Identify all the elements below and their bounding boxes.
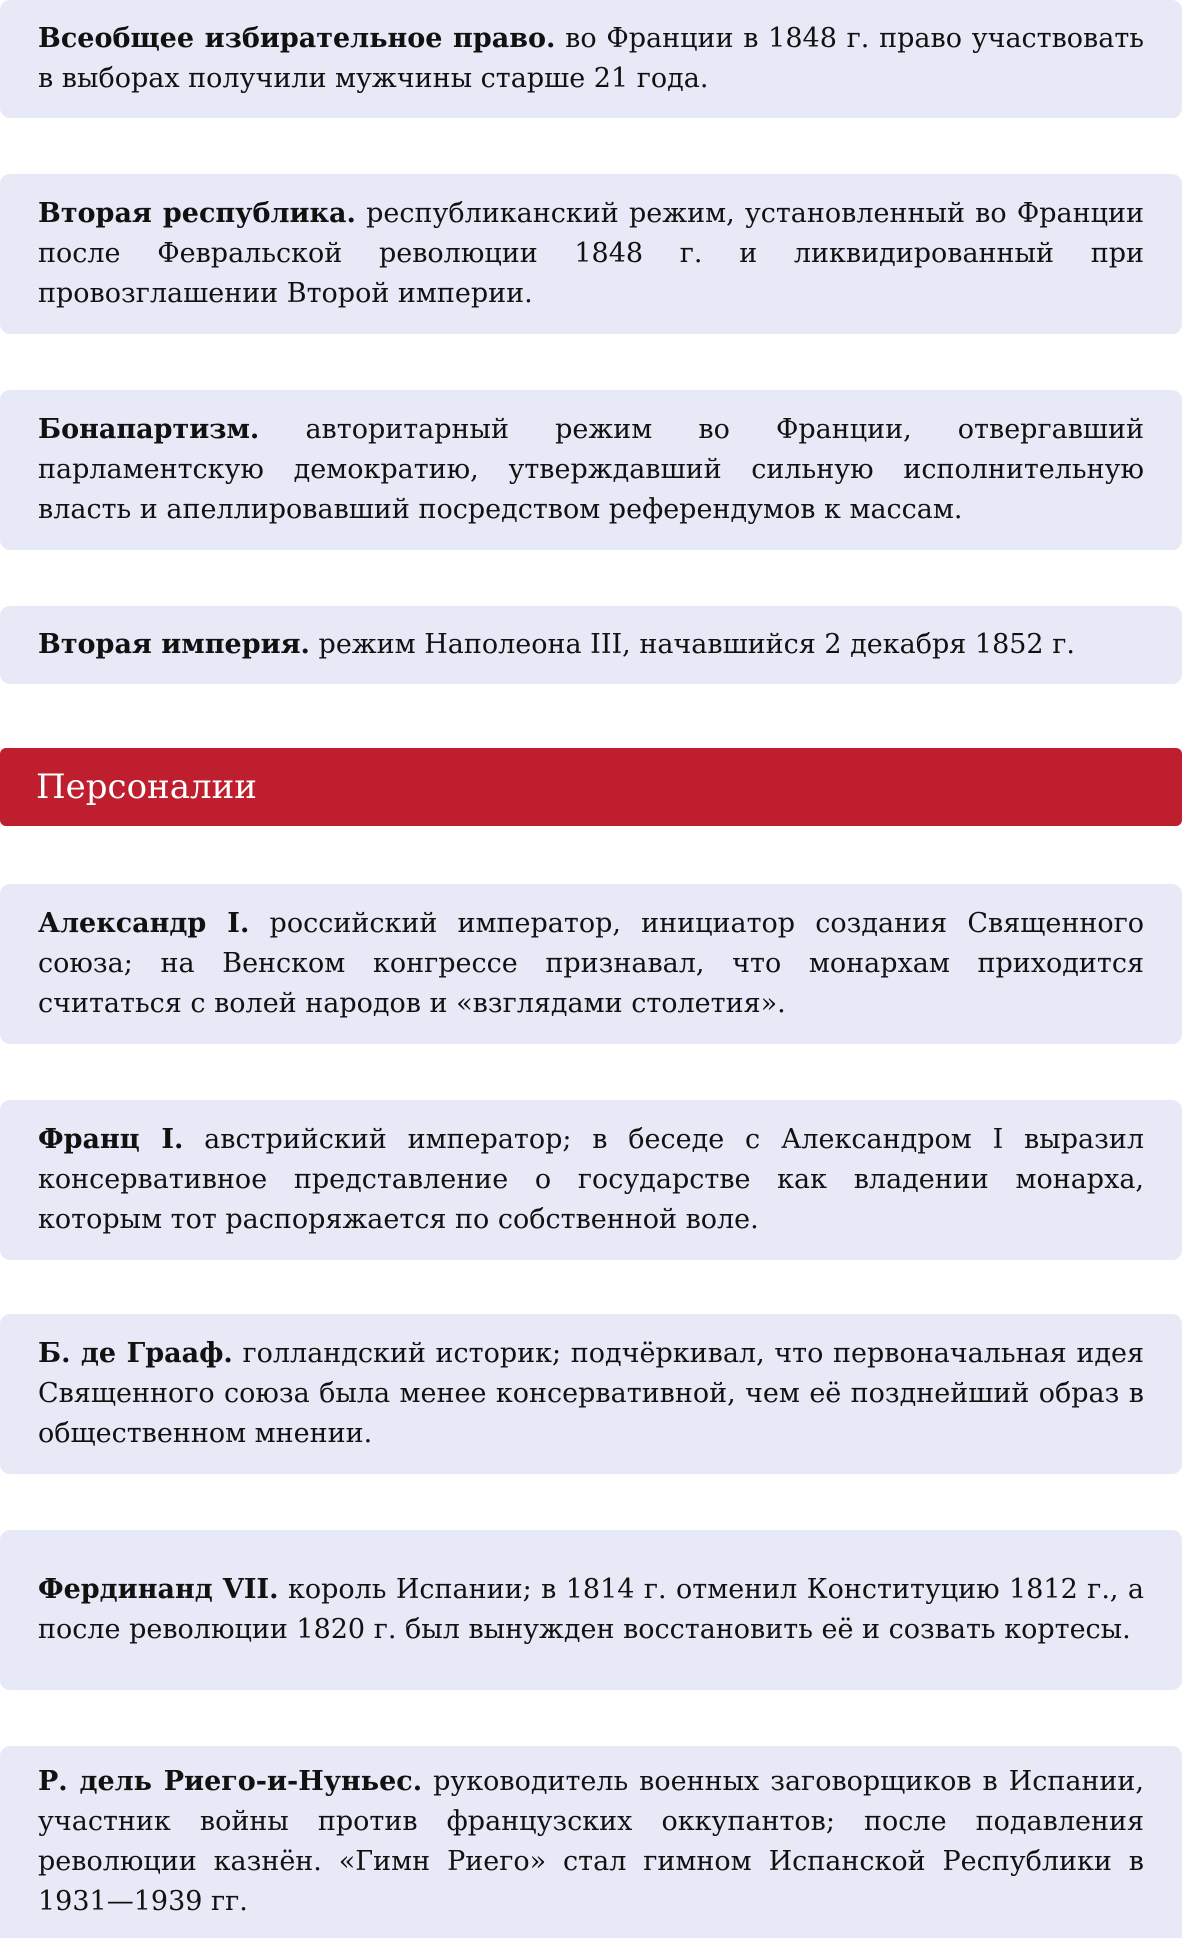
glossary-entry (38, 194, 1144, 314)
section-title: Персоналии (36, 767, 257, 807)
person-name: Б. де Грааф. (38, 1338, 233, 1369)
person-description: король Испании; в 1814 г. отменил Конституцию 1812 г., а после революции 1820 г. был вынужден восстановить её и созвать кортесы. (38, 1574, 1144, 1645)
person-entry (38, 1570, 1144, 1650)
person-entry (38, 1120, 1144, 1240)
glossary-term: Вторая республика. (38, 198, 356, 229)
person-card (0, 1746, 1182, 1938)
person-card (0, 1530, 1182, 1690)
glossary-card (0, 390, 1182, 550)
glossary-term: Всеобщее избирательное право. (38, 23, 556, 54)
glossary-definition: авторитарный режим во Франции, отвергавший парламентскую демократию, утверждавший сильную исполнительную власть и апеллировавший посредством референдумов к массам. (38, 414, 1144, 525)
person-name: Франц I. (38, 1124, 184, 1155)
glossary-entry (38, 625, 1144, 665)
glossary-card (0, 0, 1182, 118)
person-entry (38, 1762, 1144, 1922)
glossary-term: Вторая империя. (38, 629, 310, 660)
person-card (0, 1100, 1182, 1260)
section-header (0, 748, 1182, 826)
person-description: австрийский император; в беседе с Александром I выразил консервативное представление о государстве как владении монарха, которым тот распоряжается по собственной воле. (38, 1124, 1145, 1235)
glossary-definition: республиканский режим, установленный во Франции после Февральской революции 1848 г. и ликвидированный при провозглашении Второй империи. (38, 198, 1144, 309)
person-entry (38, 904, 1144, 1024)
glossary-entry (38, 410, 1144, 530)
glossary-term: Бонапартизм. (38, 414, 260, 445)
person-entry (38, 1334, 1144, 1454)
glossary-card (0, 174, 1182, 334)
glossary-definition: во Франции в 1848 г. право участвовать в выборах получили мужчины старше 21 года. (38, 23, 1144, 94)
person-card (0, 1314, 1182, 1474)
person-description: российский император, инициатор создания Священного союза; на Венском конгрессе признавал, что монархам приходится считаться с волей народов и «взглядами столетия». (38, 908, 1144, 1019)
person-description: руководитель военных заговорщиков в Испании, участник войны против французских оккупантов; после подавления революции казнён. «Гимн Риего» стал гимном Испанской Республики в 1931—1939 гг. (38, 1766, 1145, 1917)
person-name: Р. дель Риего-и-Нуньес. (38, 1766, 423, 1797)
person-name: Александр I. (38, 908, 250, 939)
glossary-entry (38, 19, 1144, 99)
person-card (0, 884, 1182, 1044)
person-description: голландский историк; подчёркивал, что первоначальная идея Священного союза была менее консервативной, чем её позднейший образ в общественном мнении. (38, 1338, 1144, 1449)
person-name: Фердинанд VII. (38, 1574, 279, 1605)
glossary-definition: режим Наполеона III, начавшийся 2 декабря 1852 г. (309, 629, 1075, 660)
glossary-card (0, 606, 1182, 684)
